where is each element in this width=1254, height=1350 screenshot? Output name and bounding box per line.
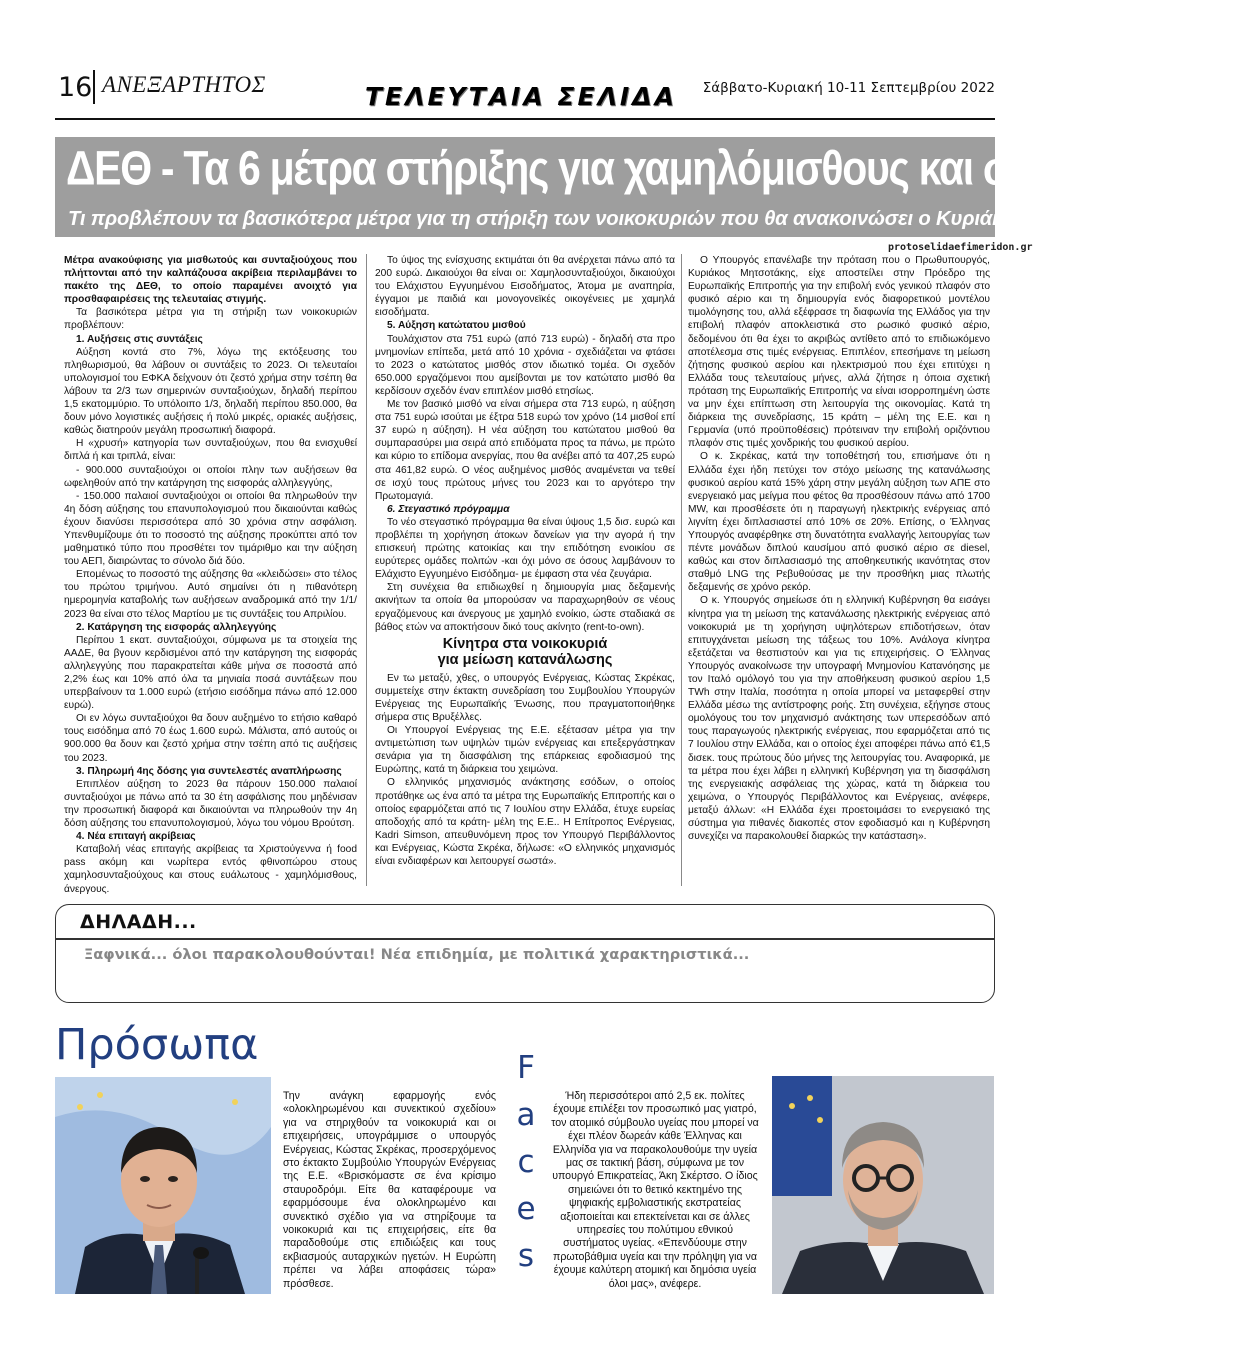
paragraph: Περίπου 1 εκατ. συνταξιούχοι, σύμφωνα με τα στοιχεία της ΑΑΔΕ, θα βγουν κερδισμένοι από την κατάργηση της εισφοράς αλληλεγγύης που παρακρατείται κάθε μήνα σε ποσοστά από 2,2% έως και 10% από όλα τα μηνιαία ποσά συντάξεων που υπερβαίνουν τα 1.000 ευρώ (ετήσιο εισόδημα πάνω από 12.000 ευρώ). (64, 634, 357, 712)
newspaper-name: ΑΝΕΞΑΡΤΗΤΟΣ (102, 72, 266, 97)
article-subtitle: Τι προβλέπουν τα βασικότερα μέτρα για τη στήριξη των νοικοκυριών που θα ανακοινώσει ο Κυριάκος Μητσοτάκης (68, 208, 1148, 230)
paragraph: - 900.000 συνταξιούχοι οι οποίοι πλην των αυξήσεων θα ωφεληθούν από την κατάργηση της εισφοράς αλληλεγγύης, (64, 464, 357, 489)
column-divider (366, 254, 367, 886)
faces-letter: s (517, 1238, 535, 1274)
prosopa-text-1: Την ανάγκη εφαρμογής ενός «ολοκληρωμένου και συνεκτικού σχεδίου» για να στηριχθούν τα νοικοκυριά και οι επιχειρήσεις, υπογράμμισε ο υπουργός Ενέργειας, Κώστας Σκρέκας, προσερχόμενος στο έκτακτο Συμβούλιο Υπουργών Ενέργειας της Ε.Ε. «Βρισκόμαστε σε ένα κρίσιμο σταυροδρόμι. Είτε θα καταφέρουμε να εφαρμόσουμε ένα ολοκληρωμένο και συνεκτικό σχέδιο για να στηρίξουμε τα νοικοκυριά και τις επιχειρήσεις, είτε θα παραδοθούμε στις επιδιώξεις και τους εκβιασμούς αυταρχικών ηγετών. Η Ευρώπη πρέπει να λάβει αποφάσεις τώρα» πρόσθεσε. (283, 1090, 496, 1290)
page-header (55, 68, 995, 118)
subheading: 6. Στεγαστικό πρόγραμμα (387, 503, 510, 515)
column-divider (681, 254, 682, 886)
paragraph: - 150.000 παλαιοί συνταξιούχοι οι οποίοι θα πληρωθούν την 4η δόση αύξησης του επανυπολογισμού που δικαιούνται καθώς έχουν διανύσει περισσότερα από 30 χρόνια στην ασφάλιση. Υπενθυμίζουμε ότι το ποσοστό της αύξησης προκύπτει από τον μαθηματικό τύπο που προσθέτει τον τιμάριθμο και την αύξηση του ΑΕΠ, διαιρώντας το σύνολο διά δύο. (64, 490, 357, 568)
faces-letter: e (516, 1191, 536, 1227)
article-lead: Μέτρα ανακούφισης για μισθωτούς και συνταξιούχους που πλήττονται από την καλπάζουσα ακρίβεια περιλαμβάνει το πακέτο της ΔΕΘ, το οποίο παραμένει ανοιχτό για προσθαφαιρέσεις της τελευταίας στιγμής. (64, 255, 357, 306)
dilady-title: ΔΗΛΑΔΗ... (80, 911, 197, 933)
paragraph: Οι εν λόγω συνταξιούχοι θα δουν αυξημένο το ετήσιο καθαρό τους εισόδημα από 70 έως 1.600 ευρώ. Μάλιστα, από αυτούς οι 900.000 θα δουν και ζεστό χρήμα στην τσέπη από τις αυξήσεις του 2023. (64, 713, 357, 764)
page-number: 16 (58, 72, 93, 103)
photo-skrekas-illustration (55, 1077, 271, 1294)
subheading: 4. Νέα επιταγή ακρίβειας (76, 831, 196, 843)
paragraph: Ο Υπουργός επανέλαβε την πρόταση που ο Πρωθυπουργός, Κυριάκος Μητσοτάκης, είχε αποστείλει στην Πρόεδρο της Ευρωπαϊκής Επιτροπής για την επιβολή ενός γενικού πλαφόν στο φυσικό αέριο και τη δημιουργία ενός διαφορετικού μοντέλου τιμολόγησης του, αλλά εξέφρασε τη διαφωνία της Ελλάδος για την επιβολή πλαφόν αποκλειστικά στο ρωσικό φυσικό αέριο, δεδομένου ότι θα έχει το ακριβώς αντίθετο από το επιδιωκόμενο αποτέλεσμα στις τιμές ενέργειας. Επιπλέον, επεσήμανε τη μείωση ζήτησης φυσικού αερίου και ηλεκτρισμού που έχει επιτύχει η Ελλάδα τους τελευταίους μήνες, αλλά ζήτησε η όποια σχετική πρόταση της Ευρωπαϊκής Επιτροπής να είναι ισορροπημένη ώστε να μην έχει επίπτωση στη λειτουργία της οικονομίας. Κατά τη διάρκεια της συνεδρίασης, 15 κράτη – μέλη της Ε.Ε. και η Γερμανία (υπό προϋποθέσεις) πρότειναν την επιβολή οριζόντιου πλαφόν στις τιμές χονδρικής του φυσικού αερίου. (688, 255, 990, 450)
paragraph: Καταβολή νέας επιταγής ακρίβειας τα Χριστούγεννα ή food pass ακόμη και νωρίτερα εντός φθινοπώρου στους χαμηλοσυνταξιούχους και στους ευάλωτους - χαμηλόμισθους, άνεργους. (64, 844, 357, 895)
section-heading-line: Κίνητρα στα νοικοκυριά (442, 635, 608, 652)
paragraph: Επιπλέον αύξηση το 2023 θα πάρουν 150.000 παλαιοί συνταξιούχοι με πάνω από τα 30 έτη ασφάλισης που μηδένισαν την προσωπική διαφορά και δικαιούνται να πληρωθούν την 4η δόση αύξησης του επανυπολογισμού, λόγω του νόμου Βρούτση. (64, 778, 357, 830)
article-column-1 (64, 254, 357, 896)
subheading: 2. Κατάργηση της εισφοράς αλληλεγγύης (76, 621, 277, 633)
paragraph: Με τον βασικό μισθό να είναι σήμερα στα 713 ευρώ, η αύξηση στα 751 ευρώ ισούται με έξτρα 518 ευρώ τον χρόνο (14 μισθοί επί 37 ευρώ η αύξηση). Η νέα αύξηση του κατώτατου μισθού θα συμπαρασύρει μια σειρά από επιδόματα προς τα πάνω, με πρώτο και κύριο το επίδομα ανεργίας, που θα ανέβει από τα 407,25 ευρώ στα 461,82 ευρώ. Ο νέος αυξημένος μισθός αναμένεται να τεθεί σε ισχύ τους πρώτους μήνες του 2023 και το αργότερο την Πρωτομαγιά. (375, 399, 675, 502)
photo-skertsos (772, 1076, 994, 1294)
header-rule (55, 118, 995, 120)
section-title: ΤΕΛΕΥΤΑΙΑ ΣΕΛΙΔΑ (365, 82, 677, 111)
issue-date: Σάββατο-Κυριακή 10-11 Σεπτεμβρίου 2022 (702, 80, 995, 96)
paragraph: Επομένως το ποσοστό της αύξησης θα «κλειδώσει» στο τέλος του πρώτου τριμήνου. Αυτό σημαίνει ότι η πιθανότερη ημερομηνία καταβολής των αυξήσεων αναδρομικά από την 1/1/ 2023 θα είναι στο τέλος Μαρτίου με τις συντάξεις του Απριλίου. (64, 569, 357, 620)
paragraph: Τουλάχιστον στα 751 ευρώ (από 713 ευρώ) - δηλαδή στα προ μνημονίων επίπεδα, μετά από 10 χρόνια - σχεδιάζεται να φτάσει το 2023 ο κατώτατος μισθός στον ιδιωτικό τομέα. Οι σχεδόν 650.000 εργαζόμενοι που αμείβονται με τον κατώτατο μισθό θα κερδίσουν σχεδόν έναν επιπλέον μισθό ετησίως. (375, 333, 675, 397)
paragraph: Οι Υπουργοί Ενέργειας της Ε.Ε. εξέτασαν μέτρα για την αντιμετώπιση των υψηλών τιμών ενέργειας και επεξεργάστηκαν σενάρια για τη διασφάλιση της επάρκειας εφοδιασμού της Ευρώπης, κατά τη διάρκεια του χειμώνα. (375, 725, 675, 776)
article-column-2 (375, 254, 675, 868)
faces-vertical-title (513, 1045, 539, 1280)
paragraph: Αύξηση κοντά στο 7%, λόγω της εκτόξευσης του πληθωρισμού, θα λάβουν οι συντάξεις το 2023. Οι τελευταίοι υπολογισμοί του ΕΦΚΑ δείχνουν ότι ζεστό χρήμα στην τσέπη θα λάβουν τα 2/3 των σημερινών συνταξιούχων, δηλαδή περίπου 1,5 εκατομμύριο. Το υπόλοιπο 1/3, δηλαδή περίπου 850.000, θα δουν μόνο λογιστικές αυξήσεις ή πολύ μικρές, οριακές αυξήσεις, καθώς διατηρούν μεγάλη προσωπική διαφορά. (64, 346, 357, 437)
paragraph: Το νέο στεγαστικό πρόγραμμα θα είναι ύψους 1,5 δισ. ευρώ και προβλέπει τη χορήγηση άτοκων δανείων για την αγορά ή την επισκευή πρώτης κατοικίας και την επιδότηση ενοικίου σε ευρύτερες ομάδες πολιτών -και όχι μόνο σε όσους λαμβάνουν το Ελάχιστο Εγγυημένο Εισόδημα- με έμφαση στα νέα ζευγάρια. (375, 516, 675, 581)
paragraph: Ο κ. Υπουργός σημείωσε ότι η ελληνική Κυβέρνηση θα εισάγει κίνητρα για τη μείωση της κατανάλωσης ηλεκτρικής ενέργειας από νοικοκυριά με τη χορήγηση υψηλότερων επιδοτήσεων, όταν επιτυγχάνεται μείωση της τάξεως του 10%. Ανάλογα κίνητρα εξετάζεται να θεσπιστούν και για τις επιχειρήσεις. Ο Έλληνας Υπουργός ανακοίνωσε την υπογραφή Μνημονίου Κατανόησης με τον Ιταλό ομόλογό του για την αποθήκευση φυσικού αερίου 1,5 TWh στην Ιταλία, ποσότητα η οποία μπορεί να μεταφερθεί στην Ελλάδα μέσω της αντίστροφης ροής. Στη συνέχεια, εξήγησε στους ομολόγους του τον μηχανισμό ανάκτησης των υπερεσόδων από τους παραγωγούς ηλεκτρικής ενέργειας, που εφαρμόζεται από τις 7 Ιουλίου στην Ελλάδα, και ο οποίος έχει αποφέρει πάνω από €1,5 δισεκ. τους πρώτους δύο μήνες της λειτουργίας του. Αναφορικά, με τα μέτρα που έχει λάβει η ελληνική Κυβέρνηση για τη διασφάλιση της ενεργειακής ασφάλειας της χώρας, κατά τη διάρκεια του χειμώνα, ο Υπουργός Περιβάλλοντος και Ενέργειας, ανέφερε, μεταξύ άλλων: «Η Ελλάδα έχει προετοιμάσει το ενεργειακό της σύστημα για πιθανές διακοπές στον εφοδιασμό και η Κυβέρνηση συνεχίζει να παρακολουθεί διαρκώς την κατάσταση». (688, 595, 990, 843)
section-heading (375, 636, 675, 668)
paragraph: Η «χρυσή» κατηγορία των συνταξιούχων, που θα ενισχυθεί διπλά ή και τριπλά, είναι: (64, 438, 357, 463)
paragraph: Τα βασικότερα μέτρα για τη στήριξη των νοικοκυριών προβλέπουν: (64, 307, 357, 332)
faces-letter: c (517, 1144, 535, 1180)
subheading: 3. Πληρωμή 4ης δόσης για συντελεστές αναπλήρωσης (76, 765, 342, 777)
article-column-3 (688, 254, 990, 843)
paragraph: Ο κ. Σκρέκας, κατά την τοποθέτησή του, επισήμανε ότι η Ελλάδα έχει ήδη πετύχει τον στόχο μείωσης της κατανάλωσης φυσικού αερίου κατά 15% χάρη στην μεγάλη αύξηση των ΑΠΕ στο ενεργειακό μας μείγμα που φέτος θα προσθέσουν πάνω από 1700 MW, και προσθέσετε ότι η παραγωγή ηλεκτρικής ενέργειας από λιγνίτη έχει διπλασιαστεί από 10% σε 20%. Επίσης, ο Έλληνας Υπουργός αναφέρθηκε στη δυνατότητα εναλλαγής λειτουργίας των πέντε μονάδων διπλού καυσίμου από φυσικό αέριο σε diesel, καθώς και στον διπλασιασμό της αποθηκευτικής ικανότητας στον σταθμό LNG της Ρεβυθούσας με την προσθήκη μιας πλωτής δεξαμενής σε χρόνο ρεκόρ. (688, 451, 990, 594)
headline-banner (55, 137, 1254, 237)
faces-letter: F (517, 1050, 535, 1086)
dilady-divider (56, 938, 994, 940)
prosopa-title: Πρόσωπα (55, 1020, 259, 1070)
subheading: 5. Αύξηση κατώτατου μισθού (387, 320, 526, 332)
paragraph: Στη συνέχεια θα επιδιωχθεί η δημιουργία μιας δεξαμενής ακινήτων τα οποία θα μπορούσαν να παραχωρηθούν σε νέους εργαζόμενους και άνεργους με χαμηλό ενοίκιο, ώστε σταδιακά σε βάθος ετών να αποκτήσουν δικό τους ακίνητο (rent-to-own). (375, 582, 675, 633)
dilady-box (55, 904, 995, 1003)
subheading: 1. Αυξήσεις στις συντάξεις (76, 333, 203, 345)
dilady-text: Ξαφνικά... όλοι παρακολουθούνται! Νέα επιδημία, με πολιτικά χαρακτηριστικά... (84, 946, 750, 963)
photo-skertsos-illustration (772, 1076, 994, 1294)
photo-skrekas (55, 1077, 271, 1294)
prosopa-text-2: Ήδη περισσότεροι από 2,5 εκ. πολίτες έχουμε επιλέξει τον προσωπικό μας γιατρό, τον ατομικό σύμβουλο υγείας που μπορεί να έχει πλέον δωρεάν κάθε Έλληνας και Ελληνίδα για να παρακολουθούμε την υγεία μας σε τακτική βάση, σύμφωνα με τον υπουργό Επικρατείας, Άκη Σκέρτσο. Ο ίδιος σημειώνει ότι το θετικό κεκτημένο της ψηφιακής εμβολιαστικής εκστρατείας αξιοποιείται και επεκτείνεται και σε άλλες υπηρεσίες του πολύτιμου εθνικού συστήματος υγείας. «Επενδύουμε στην πρωτοβάθμια υγεία και την πρόληψη για να έχουμε καλύτερη ατομική και δημόσια υγεία όλοι μας», ανέφερε. (551, 1090, 759, 1290)
paragraph: Το ύψος της ενίσχυσης εκτιμάται ότι θα ανέρχεται πάνω από τα 200 ευρώ. Δικαιούχοι θα είναι οι: Χαμηλοσυνταξιούχοι, δικαιούχοι του Ελάχιστου Εγγυημένου Εισοδήματος, Άτομα με αναπηρία, έγγαμοι με παιδιά και μονογονεϊκές οικογένειες με χαμηλά εισοδήματα. (375, 255, 675, 319)
faces-letter: a (516, 1097, 536, 1133)
paragraph: Ο ελληνικός μηχανισμός ανάκτησης εσόδων, ο οποίος προτάθηκε ως ένα από τα μέτρα της Ευρωπαϊκής Επιτροπής και ο οποίος εφαρμόζεται από τις 7 Ιουλίου στην Ελλάδα, έτυχε ευρείας αποδοχής από τα κράτη- μέλη της Ε.Ε.. Η Επίτροπος Ενέργειας, Kadri Simson, απευθυνόμενη προς τον Υπουργό Περιβάλλοντος και Ενέργειας, Κώστα Σκρέκα, δήλωσε: «Ο ελληνικός μηχανισμός είναι ενδιαφέρων και λειτουργεί σωστά». (375, 777, 675, 868)
section-heading-line: για μείωση κατανάλωσης (437, 651, 613, 668)
article-title: ΔΕΘ - Τα 6 μέτρα στήριξης για χαμηλόμισθους και συνταξιούχους (66, 141, 1254, 196)
source-watermark: protoselidaefimeridon.gr (888, 242, 1033, 253)
paragraph: Εν τω μεταξύ, χθες, ο υπουργός Ενέργειας, Κώστας Σκρέκας, συμμετείχε στην έκτακτη συνεδρίαση του Συμβουλίου Υπουργών Ενέργειας της Ευρωπαϊκής Ένωσης, που πραγματοποιήθηκε σήμερα στις Βρυξέλλες. (375, 672, 675, 723)
header-separator (93, 70, 95, 104)
